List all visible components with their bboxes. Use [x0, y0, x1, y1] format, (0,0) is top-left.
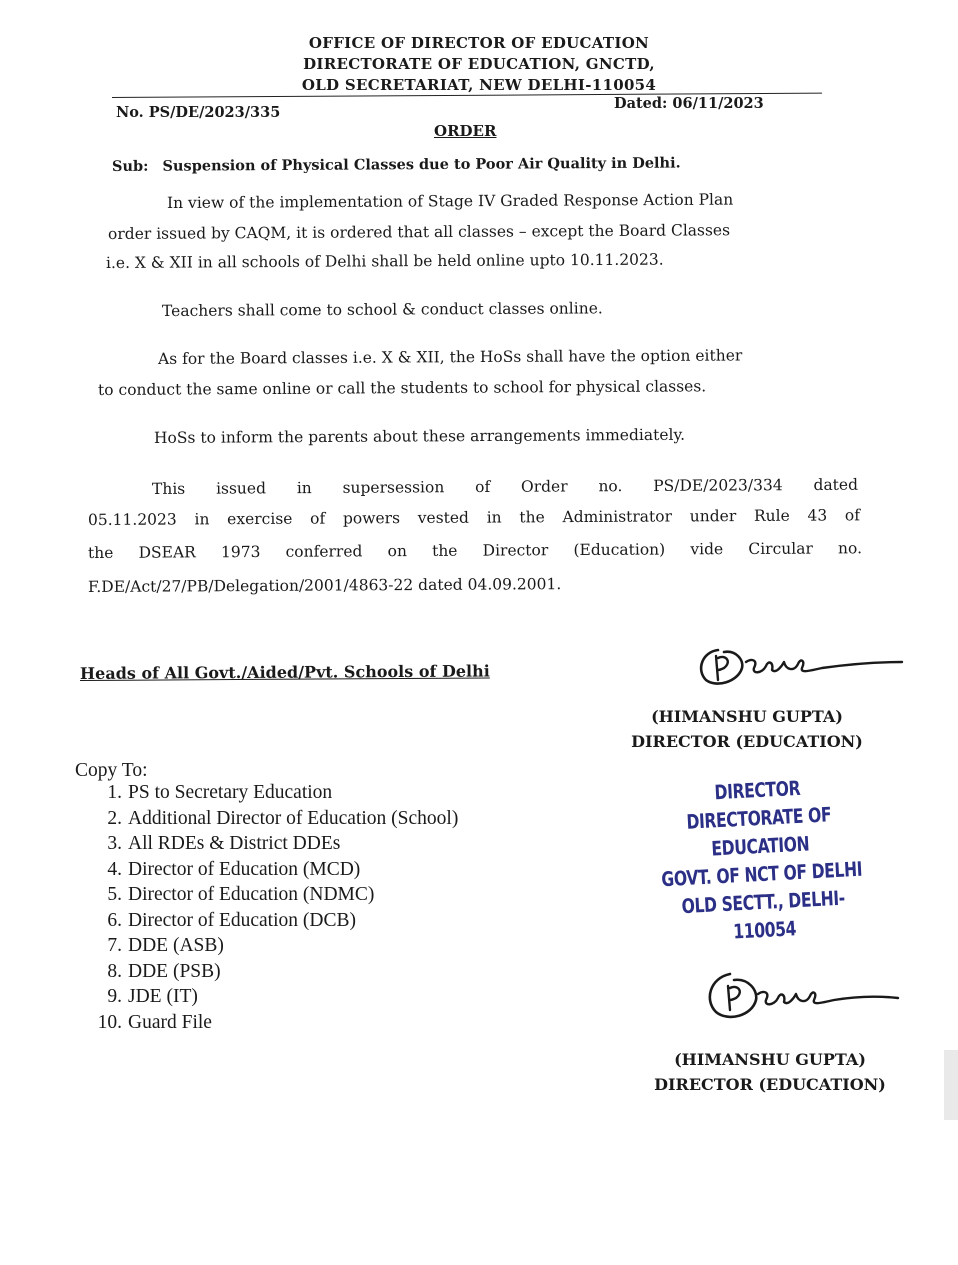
stamp-line-1: DIRECTOR [713, 775, 801, 805]
header-office: OFFICE OF DIRECTOR OF EDUCATION [308, 34, 650, 52]
para1-line2: order issued by CAQM, it is ordered that all classes – except the Board Classes [107, 221, 731, 243]
signature-mark [700, 964, 900, 1034]
para4: HoSs to inform the parents about these arrangements immediately. [153, 425, 686, 447]
signatory-block-2 [620, 1047, 920, 1097]
signatory-name: (HIMANSHU GUPTA) [651, 707, 843, 726]
para1-line1: In view of the implementation of Stage IV Graded Response Action Plan [166, 190, 734, 212]
subject-text: Suspension of Physical Classes due to Poor Air Quality in Delhi. [162, 154, 681, 175]
list-item: 4. Director of Education (MCD) [107, 858, 361, 880]
signatory-designation: DIRECTOR (EDUCATION) [654, 1075, 886, 1094]
header-directorate: DIRECTORATE OF EDUCATION, GNCTD, [303, 55, 655, 73]
para3-line1: As for the Board classes i.e. X & XII, the HoSs shall have the option either [157, 346, 743, 368]
para3-line2: to conduct the same online or call the students to school for physical classes. [97, 377, 707, 399]
subject-line [112, 155, 681, 175]
signature-mark [690, 636, 905, 696]
para5-line2: 05.11.2023 in exercise of powers vested in the Administrator under Rule 43 of [87, 506, 861, 529]
subject-label: Sub: [111, 157, 149, 175]
signatory-block-1 [602, 704, 892, 754]
addressee: Heads of All Govt./Aided/Pvt. Schools of Delhi [79, 661, 490, 683]
list-item: 9. JDE (IT) [107, 986, 198, 1007]
para2: Teachers shall come to school & conduct classes online. [161, 299, 603, 320]
para5-line4: F.DE/Act/27/PB/Delegation/2001/4863-22 dated 04.09.2001. [87, 575, 562, 596]
signatory-name: (HIMANSHU GUPTA) [674, 1050, 866, 1069]
order-title: ORDER [434, 122, 497, 140]
stamp-line-4: OLD SECTT., DELHI-110054 [681, 885, 846, 944]
order-number: No. PS/DE/2023/335 [116, 104, 281, 121]
list-item: 8. DDE (PSB) [107, 960, 221, 982]
para5-line1: This issued in supersession of Order no. PS/DE/2023/334 dated [151, 475, 859, 498]
stamp-line-3: GOVT. OF NCT OF DELHI [660, 856, 863, 892]
header-address: OLD SECRETARIAT, NEW DELHI-110054 [301, 76, 657, 94]
stamp-line-2: DIRECTORATE OF EDUCATION [685, 802, 832, 861]
para1-line3: i.e. X & XII in all schools of Delhi shall be held online upto 10.11.2023. [105, 250, 664, 272]
list-item: 10. Guard File [97, 1011, 212, 1033]
scan-edge [944, 1050, 958, 1120]
signatory-designation: DIRECTOR (EDUCATION) [631, 732, 863, 751]
copy-to-label: Copy To: [75, 760, 148, 781]
order-date: Dated: 06/11/2023 [614, 95, 764, 112]
copy-to-list [82, 780, 458, 1035]
list-item: 1. PS to Secretary Education [107, 782, 333, 803]
list-item: 7. DDE (ASB) [107, 935, 224, 956]
official-stamp [622, 769, 900, 951]
list-item: 5. Director of Education (NDMC) [107, 884, 375, 905]
para5-line3: the DSEAR 1973 conferred on the Director (Education) vide Circular no. [87, 539, 863, 562]
list-item: 2. Additional Director of Education (School) [107, 807, 459, 829]
list-item: 6. Director of Education (DCB) [107, 909, 356, 931]
list-item: 3. All RDEs & District DDEs [107, 833, 341, 854]
